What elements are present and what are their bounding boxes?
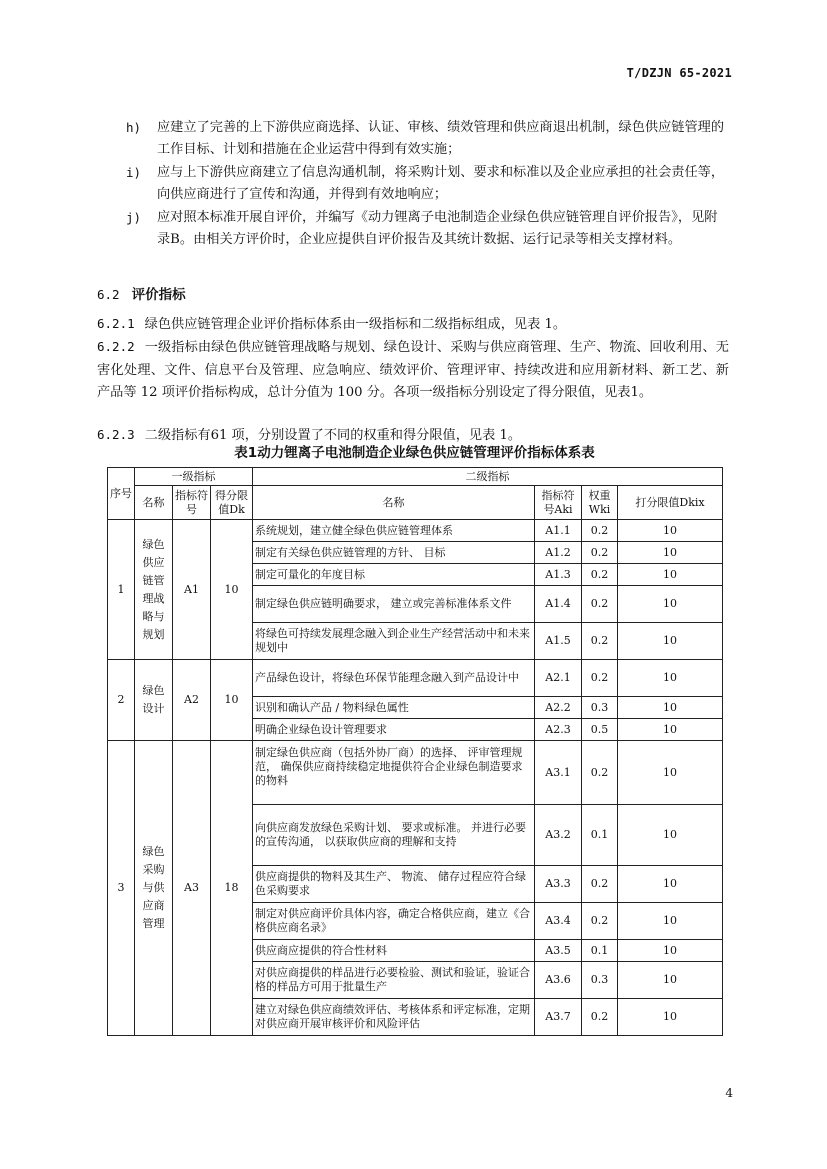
item-weight: 0.3 bbox=[582, 962, 618, 999]
item-name: 向供应商发放绿色采购计划、 要求或标准。 并进行必要的宣传沟通， 以获取供应商的理解和支持 bbox=[253, 805, 535, 866]
group-code: A3 bbox=[173, 741, 211, 1036]
header-seq: 序号 bbox=[108, 468, 135, 520]
item-limit: 10 bbox=[618, 903, 723, 940]
item-code: A3.7 bbox=[535, 999, 582, 1036]
item-limit: 10 bbox=[618, 805, 723, 866]
group-limit: 18 bbox=[211, 741, 253, 1036]
item-limit: 10 bbox=[618, 586, 723, 623]
item-name: 对供应商提供的样品进行必要检验、测试和验证，验证合格的样品方可用于批量生产 bbox=[253, 962, 535, 999]
list-item-mark: h) bbox=[126, 120, 142, 135]
item-name: 将绿色可持续发展理念融入到企业生产经营活动中和未来规划中 bbox=[253, 623, 535, 660]
item-code: A3.2 bbox=[535, 805, 582, 866]
item-weight: 0.2 bbox=[582, 903, 618, 940]
item-code: A3.5 bbox=[535, 940, 582, 962]
paragraph-number: 6.2.1 bbox=[97, 316, 135, 331]
item-limit: 10 bbox=[618, 962, 723, 999]
item-code: A1.3 bbox=[535, 564, 582, 586]
item-code: A1.4 bbox=[535, 586, 582, 623]
item-name: 识别和确认产品 / 物料绿色属性 bbox=[253, 697, 535, 719]
item-code: A3.1 bbox=[535, 741, 582, 805]
item-name: 供应商应提供的符合性材料 bbox=[253, 940, 535, 962]
item-weight: 0.2 bbox=[582, 520, 618, 542]
header-l2-code: 指标符号Aki bbox=[535, 486, 582, 520]
item-name: 供应商提供的物料及其生产、 物流、 储存过程应符合绿色采购要求 bbox=[253, 866, 535, 903]
group-seq: 1 bbox=[108, 520, 135, 660]
header-l1-code: 指标符号 bbox=[173, 486, 211, 520]
page-number: 4 bbox=[725, 1086, 733, 1100]
item-code: A1.1 bbox=[535, 520, 582, 542]
paragraph bbox=[97, 313, 729, 337]
item-limit: 10 bbox=[618, 866, 723, 903]
list-item-text: 应与上下游供应商建立了信息沟通机制，将采购计划、要求和标准以及企业应承担的社会责任等，向供应商进行了宣传和沟通，并得到有效地响应； bbox=[157, 165, 725, 202]
item-name: 制定有关绿色供应链管理的方针、 目标 bbox=[253, 542, 535, 564]
group-name: 绿色供应链管理战略与规划 bbox=[135, 520, 173, 660]
item-code: A3.3 bbox=[535, 866, 582, 903]
list-item-text: 应对照本标准开展自评价，并编写《动力锂离子电池制造企业绿色供应链管理自评价报告》，见附录B。由相关方评价时，企业应提供自评价报告及其统计数据、运行记录等相关支撑材料。 bbox=[157, 210, 718, 247]
item-name: 制定对供应商评价具体内容，确定合格供应商，建立《合格供应商名录》 bbox=[253, 903, 535, 940]
header-l1-limit: 得分限值Dk bbox=[211, 486, 253, 520]
table-row bbox=[108, 741, 723, 805]
item-code: A2.2 bbox=[535, 697, 582, 719]
header-level1: 一级指标 bbox=[135, 468, 253, 486]
requirement-list bbox=[122, 117, 728, 252]
group-name: 绿色采购与供应商管理 bbox=[135, 741, 173, 1036]
item-name: 明确企业绿色设计管理要求 bbox=[253, 719, 535, 741]
group-code: A2 bbox=[173, 660, 211, 741]
paragraph-number: 6.2.3 bbox=[97, 427, 135, 442]
paragraph-text: 二级指标有61 项，分别设置了不同的权重和得分限值，见表 1。 bbox=[144, 428, 522, 443]
list-item-mark: j) bbox=[126, 210, 142, 225]
item-weight: 0.2 bbox=[582, 623, 618, 660]
item-name: 制定绿色供应商（包括外协厂商）的选择、 评审管理规范， 确保供应商持续稳定地提供符合企业绿色制造要求的物料 bbox=[253, 741, 535, 805]
group-limit: 10 bbox=[211, 520, 253, 660]
group-limit: 10 bbox=[211, 660, 253, 741]
item-limit: 10 bbox=[618, 564, 723, 586]
item-weight: 0.2 bbox=[582, 660, 618, 697]
table-title: 表1动力锂离子电池制造企业绿色供应链管理评价指标体系表 bbox=[234, 445, 595, 461]
paragraph-text: 绿色供应链管理企业评价指标体系由一级指标和二级指标组成，见表 1。 bbox=[144, 317, 567, 332]
list-item bbox=[122, 117, 728, 161]
item-code: A2.3 bbox=[535, 719, 582, 741]
item-limit: 10 bbox=[618, 940, 723, 962]
header-l1-name: 名称 bbox=[135, 486, 173, 520]
evaluation-index-table bbox=[107, 467, 723, 1036]
item-limit: 10 bbox=[618, 542, 723, 564]
header-l2-name: 名称 bbox=[253, 486, 535, 520]
item-limit: 10 bbox=[618, 623, 723, 660]
item-code: A3.6 bbox=[535, 962, 582, 999]
group-name: 绿色设计 bbox=[135, 660, 173, 741]
list-item-text: 应建立了完善的上下游供应商选择、认证、审核、绩效管理和供应商退出机制，绿色供应链管理的工作目标、计划和措施在企业运营中得到有效实施； bbox=[157, 120, 725, 157]
item-weight: 0.1 bbox=[582, 805, 618, 866]
item-weight: 0.1 bbox=[582, 940, 618, 962]
header-l2-weight: 权重Wki bbox=[582, 486, 618, 520]
item-weight: 0.2 bbox=[582, 741, 618, 805]
item-limit: 10 bbox=[618, 660, 723, 697]
item-weight: 0.2 bbox=[582, 542, 618, 564]
item-weight: 0.2 bbox=[582, 586, 618, 623]
section-heading bbox=[97, 283, 186, 303]
item-weight: 0.3 bbox=[582, 697, 618, 719]
item-weight: 0.2 bbox=[582, 999, 618, 1036]
item-weight: 0.5 bbox=[582, 719, 618, 741]
item-limit: 10 bbox=[618, 719, 723, 741]
item-code: A1.2 bbox=[535, 542, 582, 564]
item-code: A1.5 bbox=[535, 623, 582, 660]
section-number: 6.2 bbox=[97, 287, 120, 302]
group-code: A1 bbox=[173, 520, 211, 660]
item-name: 系统规划，建立健全绿色供应链管理体系 bbox=[253, 520, 535, 542]
item-code: A2.1 bbox=[535, 660, 582, 697]
item-name: 制定绿色供应链明确要求， 建立或完善标准体系文件 bbox=[253, 586, 535, 623]
group-seq: 2 bbox=[108, 660, 135, 741]
paragraph-number: 6.2.2 bbox=[97, 339, 135, 354]
item-name: 制定可量化的年度目标 bbox=[253, 564, 535, 586]
table-row bbox=[108, 520, 723, 542]
list-item-mark: i) bbox=[126, 165, 142, 180]
item-weight: 0.2 bbox=[582, 866, 618, 903]
table-row bbox=[108, 660, 723, 697]
item-name: 产品绿色设计，将绿色环保节能理念融入到产品设计中 bbox=[253, 660, 535, 697]
list-item bbox=[122, 207, 728, 251]
paragraph-text: 一级指标由绿色供应链管理战略与规划、绿色设计、采购与供应商管理、生产、物流、回收利用、无害化处理、文件、信息平台及管理、应急响应、绩效评价、管理评审、持续改进和应用新材料、新工艺、新产品等 12 项评价指标构成，总计分值为 100 分。各项一级指标分别设定了得分限值，见表1。 bbox=[97, 340, 729, 400]
item-code: A3.4 bbox=[535, 903, 582, 940]
paragraph bbox=[97, 336, 729, 405]
item-name: 建立对绿色供应商绩效评估、考核体系和评定标准，定期对供应商开展审核评价和风险评估 bbox=[253, 999, 535, 1036]
item-limit: 10 bbox=[618, 741, 723, 805]
item-weight: 0.2 bbox=[582, 564, 618, 586]
item-limit: 10 bbox=[618, 999, 723, 1036]
header-l2-limit: 打分限值Dkix bbox=[618, 486, 723, 520]
header-level2: 二级指标 bbox=[253, 468, 723, 486]
section-title: 评价指标 bbox=[131, 287, 186, 303]
document-code: T/DZJN 65-2021 bbox=[626, 66, 732, 80]
list-item bbox=[122, 162, 728, 206]
item-limit: 10 bbox=[618, 520, 723, 542]
group-seq: 3 bbox=[108, 741, 135, 1036]
item-limit: 10 bbox=[618, 697, 723, 719]
